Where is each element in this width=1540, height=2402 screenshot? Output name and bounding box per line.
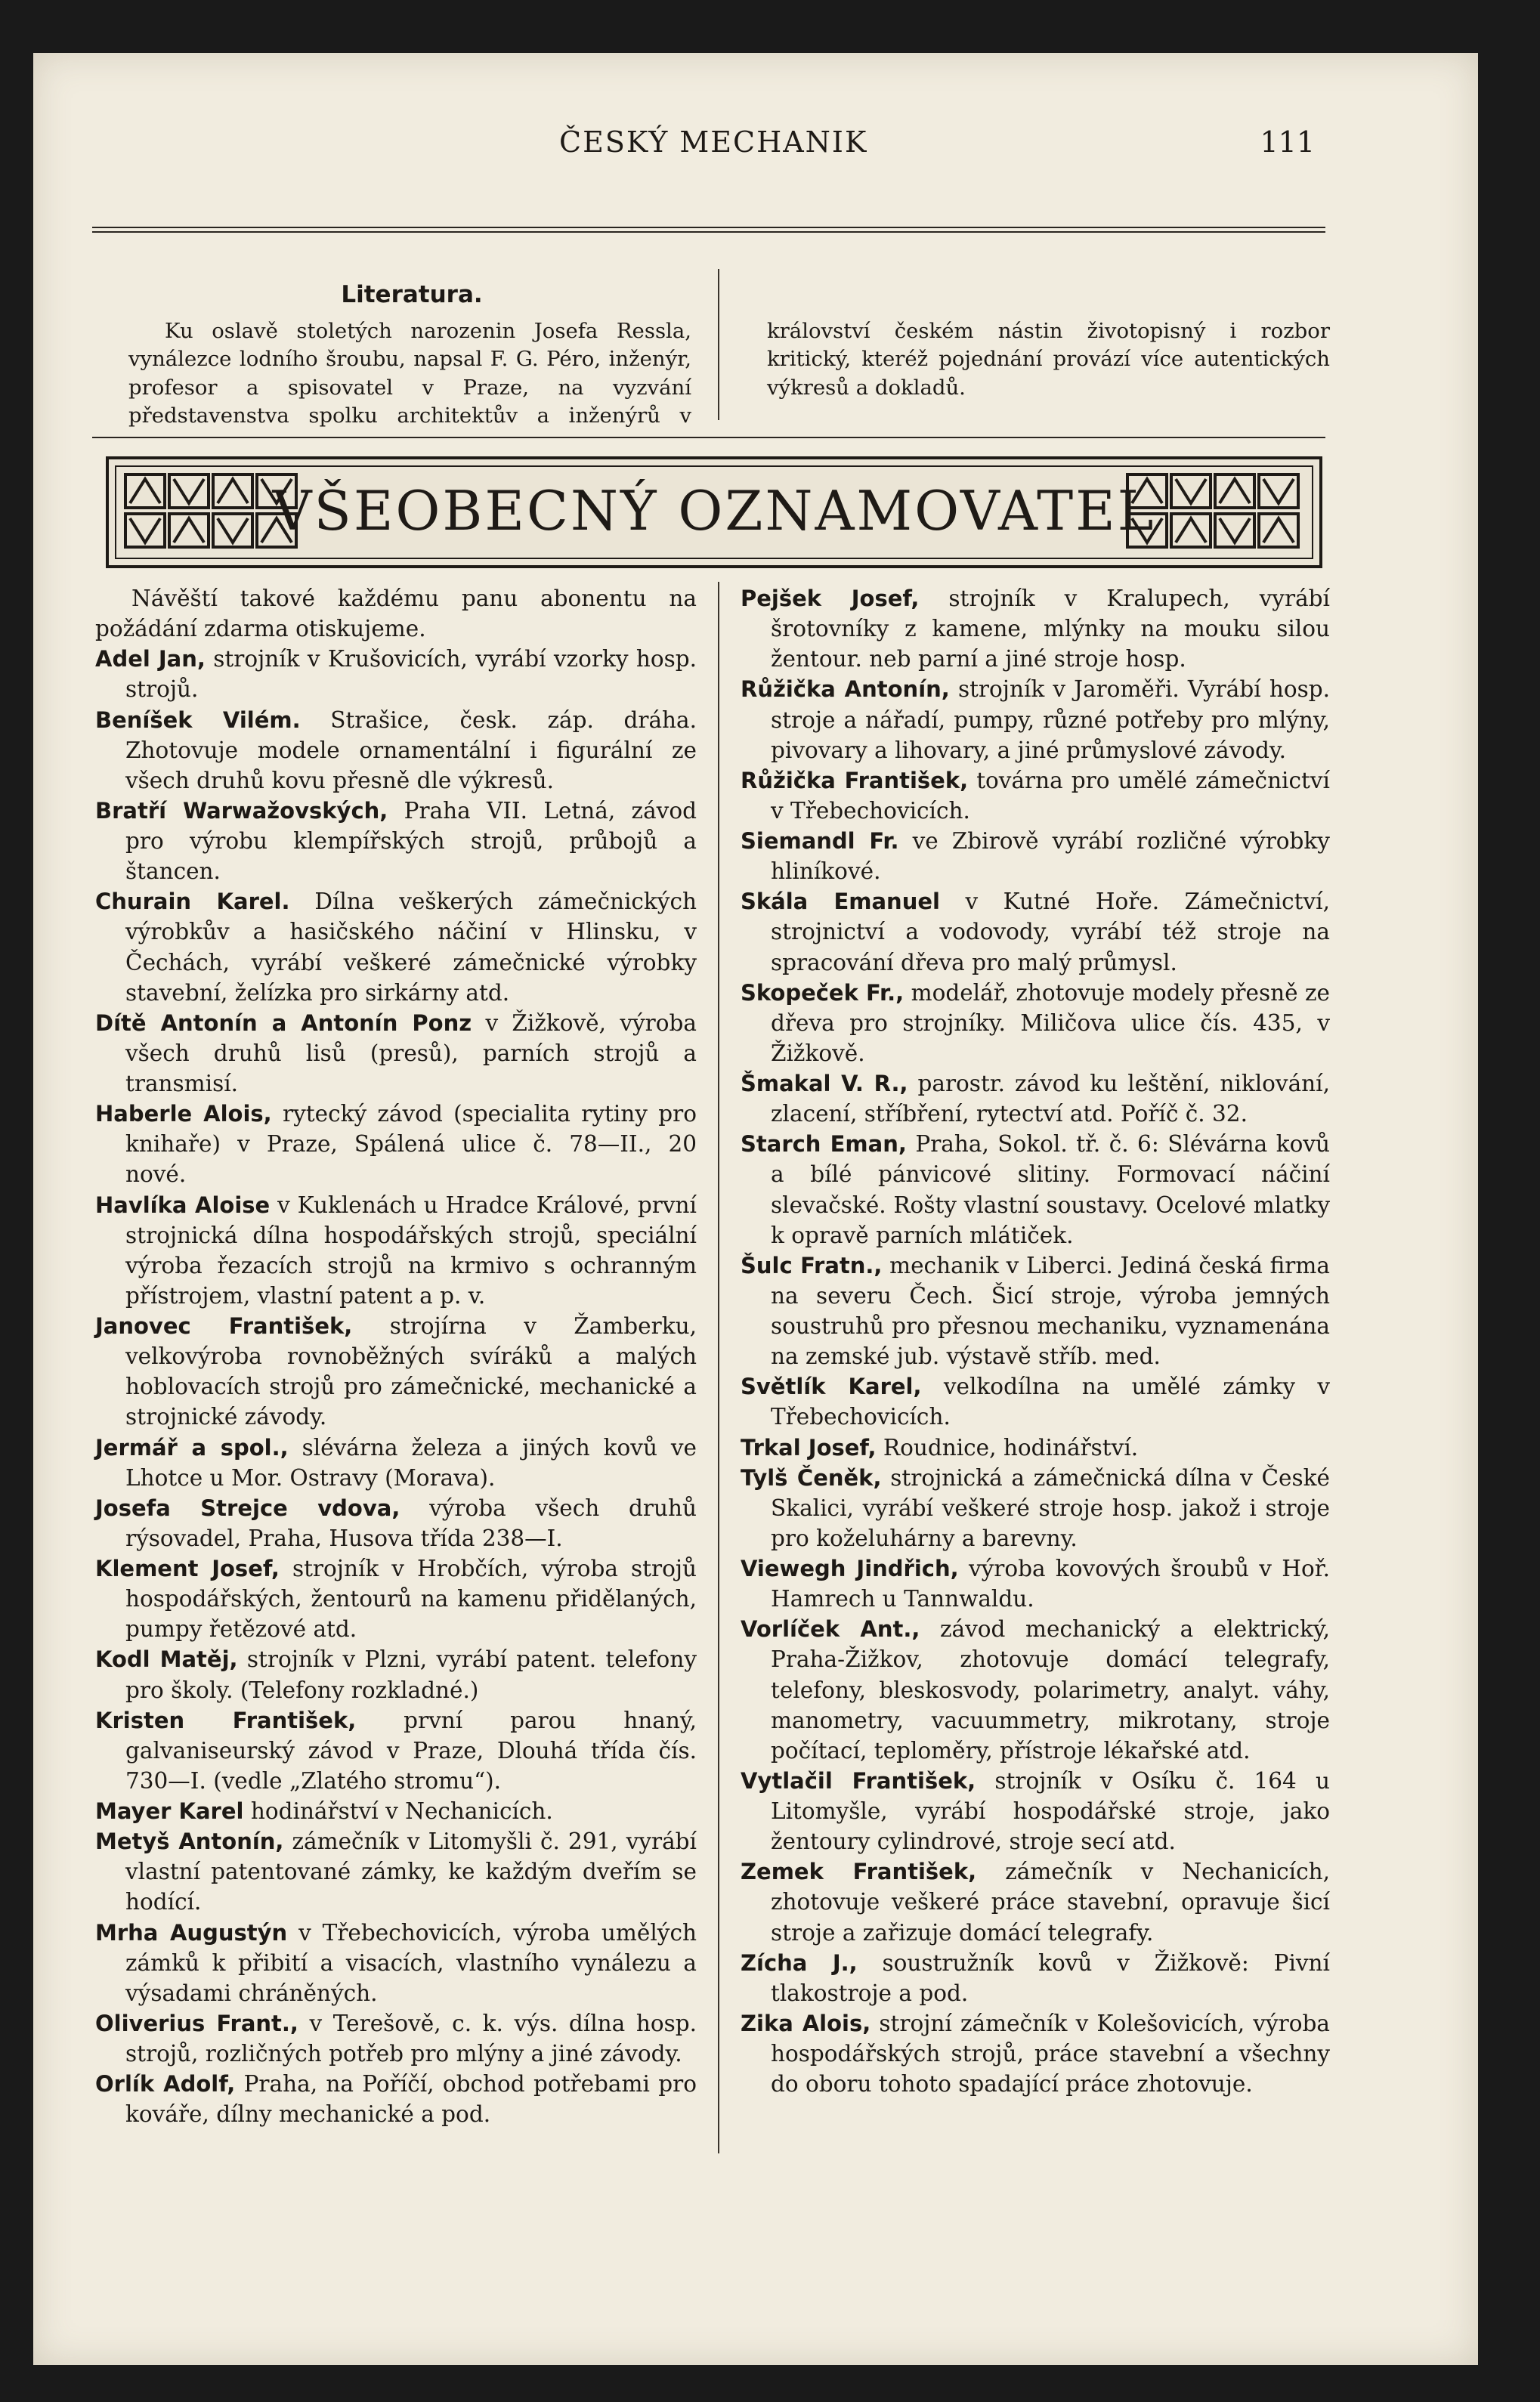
banner-title: VŠEOBECNÝ OZNAMOVATEL (272, 479, 1156, 543)
directory-entry (741, 583, 1330, 674)
directory-entry (741, 1553, 1330, 1614)
entry-name: Zika Alois, (741, 2010, 871, 2036)
entry-text: zámečník v Nechanicích, zhotovuje veškeré práce stavební, opravuje šicí stroje a zařizuje domácí telegrafy. (771, 1859, 1330, 1946)
header-rule-double (92, 231, 1325, 233)
directory-entry (95, 1826, 697, 1917)
entry-text: modelář, zhotovuje modely přesně ze dřeva pro strojníky. Miličova ulice čís. 435, v Žižkově. (771, 979, 1331, 1066)
entry-name: Šmakal V. R., (741, 1071, 908, 1096)
entry-name: Beníšek Vilém. (95, 706, 301, 733)
entry-name: Metyš Antonín, (95, 1829, 284, 1855)
entry-name: Viewegh Jindřich, (741, 1556, 959, 1581)
literature-paragraph: Ku oslavě stoletých narozenin Josefa Ressla, vynálezce lodního šroubu, napsal F. G. Péro, inženýr, profesor a spisovatel v Praze, na vyzvání představenstva spolku architektův a inženýrů v království českém nástin životopisný i rozbor kritický, kteréž pojednání provází více autentických výkresů a dokladů. (128, 319, 1330, 428)
directory-entry (95, 1796, 697, 1826)
directory-entry (95, 1644, 697, 1705)
entry-name: Růžička František, (741, 767, 969, 793)
entry-name: Kodl Matěj, (95, 1646, 238, 1673)
entry-name: Josefa Strejce vdova, (95, 1495, 400, 1521)
directory-entry (741, 1856, 1330, 1947)
header-rule (92, 227, 1325, 228)
entry-name: Mayer Karel (95, 1798, 244, 1824)
entry-name: Oliverius Frant., (95, 2010, 298, 2036)
left-column (95, 583, 697, 2162)
directory-entry (95, 705, 697, 796)
directory-entry (95, 1311, 697, 1433)
entry-text: strojník v Plzni, vyrábí patent. telefony pro školy. (Telefony rozkladné.) (125, 1646, 697, 1703)
directory-entry (741, 1948, 1330, 2008)
intro-note: Návěští takové každému panu abonentu na požádání zdarma otiskujeme. (95, 586, 697, 642)
entry-name: Klement Josef, (95, 1556, 280, 1581)
entry-text: Praha VII. Letná, závod pro výrobu klempířských strojů, průbojů a štancen. (125, 797, 697, 885)
literature-text (128, 317, 1330, 431)
entry-text: Praha, na Poříčí, obchod potřebami pro kováře, dílny mechanické a pod. (125, 2071, 697, 2128)
entry-text: výroba kovových šroubů v Hoř. Hamrech u Tannwaldu. (771, 1556, 1330, 1612)
directory-entry (95, 1493, 697, 1553)
directory-entry (95, 644, 697, 704)
directory-entry (741, 1433, 1330, 1463)
directory-entry (741, 826, 1330, 886)
directory-entry (741, 886, 1330, 977)
entry-text: v Kutné Hoře. Zámečnictví, strojnictví a vodovody, vyrábí též stroje na spracování dřeva pro malý průmysl. (771, 889, 1330, 975)
entry-text: strojírna v Žamberku, velkovýroba rovnoběžných svíráků a malých hoblovacích strojů pro zámečnické, mechanické a strojnické závody. (125, 1313, 697, 1430)
entry-text: výroba všech druhů rýsovadel, Praha, Husova třída 238—I. (125, 1495, 697, 1551)
directory-entry (741, 674, 1330, 765)
entry-name: Mrha Augustýn (95, 1919, 288, 1946)
entry-text: slévárna železa a jiných kovů ve Lhotce u Mor. Ostravy (Morava). (125, 1434, 697, 1491)
entry-text: rytecký závod (specialita rytiny pro knihaře) v Praze, Spálená ulice č. 78—II., 20 nové. (125, 1101, 697, 1188)
directory-entry (741, 1371, 1330, 1432)
entry-name: Siemandl Fr. (741, 828, 899, 854)
entry-text: závod mechanický a elektrický, Praha-Žižkov, zhotovuje domácí telegrafy, telefony, bleskosvody, polarimetry, analyt. váhy, manometry, vacuummetry, mikrotany, stroje počítací, teploměry, přístroje lékařské atd. (771, 1616, 1330, 1764)
entry-name: Haberle Alois, (95, 1101, 272, 1127)
entry-text: strojník v Jaroměři. Vyrábí hosp. stroje a nářadí, pumpy, různé potřeby pro mlýny, pivovary a lihovary, a jiné průmyslové závody. (771, 676, 1330, 763)
entry-name: Bratří Warwažovských, (95, 797, 388, 824)
directory-entry (741, 978, 1330, 1068)
entry-name: Skopeček Fr., (741, 979, 905, 1006)
directory-entry (741, 1129, 1330, 1250)
entry-text: v Třebechovicích, výroba umělých zámků k přibití a visacích, vlastního vynálezu a výsadami chráněných. (125, 1919, 697, 2006)
entry-text: v Žižkově, výroba všech druhů lisů (presů), parních strojů a transmisí. (125, 1009, 697, 1096)
directory-entry (95, 1099, 697, 1189)
entry-text: zámečník v Litomyšli č. 291, vyrábí vlastní patentované zámky, ke každým dveřím se hodící. (125, 1829, 697, 1915)
entry-name: Havlíka Aloise (95, 1192, 271, 1218)
page-number: 111 (1260, 125, 1315, 159)
entry-name: Tylš Čeněk, (741, 1464, 882, 1491)
directory-entry (95, 1553, 697, 1644)
directory-entry (741, 2008, 1330, 2099)
entry-text: v Kuklenách u Hradce Králové, první strojnická dílna hospodářských strojů, speciální výroba řezacích strojů na krmivo s ochranným přístrojem, vlastní patent a p. v. (125, 1192, 697, 1309)
directory-entry (95, 1705, 697, 1796)
column-separator (718, 582, 719, 2153)
directory-entry (95, 886, 697, 1008)
entry-name: Světlík Karel, (741, 1374, 922, 1400)
entry-text: Strašice, česk. záp. dráha. Zhotovuje modele ornamentální i figurální ze všech druhů kovu přesně dle výkresů. (125, 706, 697, 793)
directory-entry (741, 1614, 1330, 1766)
entry-name: Starch Eman, (741, 1131, 907, 1158)
entry-name: Skála Emanuel (741, 889, 940, 915)
page-header (559, 125, 1315, 165)
entry-name: Dítě Antonín a Antonín Ponz (95, 1009, 472, 1036)
directory-entry (95, 2069, 697, 2129)
directory-entry (95, 1190, 697, 1312)
entry-text: Dílna veškerých zámečnických výrobkův a hasičského náčiní v Hlinsku, v Čechách, vyrábí veškeré zámečnické výrobky stavební, želízka pro sirkárny atd. (125, 889, 697, 1006)
entry-text: parostr. závod ku leštění, niklování, zlacení, stříbření, rytectví atd. Poříč č. 32. (771, 1071, 1330, 1127)
entry-text: strojník v Krušovicích, vyrábí vzorky hosp. strojů. (125, 646, 697, 703)
directory-entry (741, 1766, 1330, 1856)
entry-text: strojník v Osíku č. 164 u Litomyšle, vyrábí hospodářské stroje, jako žentoury cylindrové, stroje secí atd. (771, 1767, 1330, 1855)
entry-name: Adel Jan, (95, 646, 206, 672)
entry-text: velkodílna na umělé zámky v Třebechovicích. (771, 1374, 1330, 1430)
directory-entry (95, 1008, 697, 1099)
entry-text: ve Zbirově vyrábí rozličné výrobky hliníkové. (771, 828, 1330, 885)
right-column (741, 583, 1330, 2162)
entry-name: Zícha J., (741, 1949, 858, 1976)
entry-name: Churain Karel. (95, 889, 290, 915)
entry-name: Zemek František, (741, 1859, 977, 1885)
directory-entry (95, 796, 697, 886)
directory-entry (741, 1463, 1330, 1553)
entry-text: Praha, Sokol. tř. č. 6: Slévárna kovů a bílé pánvicové slitiny. Formovací náčiní slevačské. Rošty vlastní soustavy. Ocelové mlatky k opravě parních mlátiček. (771, 1131, 1330, 1248)
entry-name: Kristen František, (95, 1707, 357, 1733)
entry-name: Pejšek Josef, (741, 586, 920, 611)
ornament-right-icon (1124, 471, 1306, 550)
section-rule (92, 437, 1325, 438)
entry-text: strojník v Kralupech, vyrábí šrotovníky z kamene, mlýnky na mouku silou žentour. neb parní a jiné stroje hosp. (771, 586, 1330, 672)
entry-name: Vorlíček Ant., (741, 1616, 920, 1643)
directory-entry (95, 2008, 697, 2069)
directory-entry (95, 1433, 697, 1493)
entry-text: strojní zámečník v Kolešovicích, výroba hospodářských strojů, práce stavební a všechny do oboru tohoto spadající práce zhotovuje. (771, 2010, 1330, 2097)
entry-text: v Terešově, c. k. výs. dílna hosp. strojů, rozličných potřeb pro mlýny a jiné závody. (125, 2010, 697, 2067)
entry-text: továrna pro umělé zámečnictví v Třebechovicích. (771, 767, 1330, 824)
entry-text: Roudnice, hodinářství. (883, 1434, 1139, 1461)
entry-text: mechanik v Liberci. Jediná česká firma na severu Čech. Šicí stroje, výroba jemných soustruhů pro přesnou mechaniku, vyznamenána na zemské jub. výstavě stříb. med. (771, 1252, 1330, 1370)
entry-text: první parou hnaný, galvaniseurský závod v Praze, Dlouhá třída čís. 730—I. (vedle „Zlatého stromu“). (125, 1707, 697, 1794)
entry-name: Růžička Antonín, (741, 676, 950, 703)
literature-section (128, 280, 695, 311)
entry-text: strojník v Hrobčích, výroba strojů hospodářských, žentourů na kamenu přidělaných, pumpy řetězové atd. (125, 1556, 697, 1643)
entry-name: Jermář a spol., (95, 1434, 289, 1461)
entry-name: Trkal Josef, (741, 1434, 877, 1461)
entry-text: soustružník kovů v Žižkově: Pivní tlakostroje a pod. (771, 1949, 1330, 2006)
entry-text: hodinářství v Nechanicích. (250, 1798, 553, 1824)
entry-name: Janovec František, (95, 1313, 353, 1339)
entry-text: strojnická a zámečnická dílna v České Skalici, vyrábí veškeré stroje hosp. jakož i stroje pro koželuhárny a barevny. (771, 1464, 1330, 1551)
journal-title: ČESKÝ MECHANIK (559, 125, 868, 159)
literature-heading: Literatura. (341, 281, 483, 308)
entry-name: Orlík Adolf, (95, 2071, 236, 2097)
directory-entry (741, 765, 1330, 826)
announcer-banner (106, 456, 1322, 568)
entry-name: Vytlačil František, (741, 1767, 976, 1794)
entry-name: Šulc Fratn., (741, 1252, 883, 1278)
directory-entry (741, 1250, 1330, 1372)
directory-entry (95, 1918, 697, 2008)
directory-entry (741, 1068, 1330, 1129)
